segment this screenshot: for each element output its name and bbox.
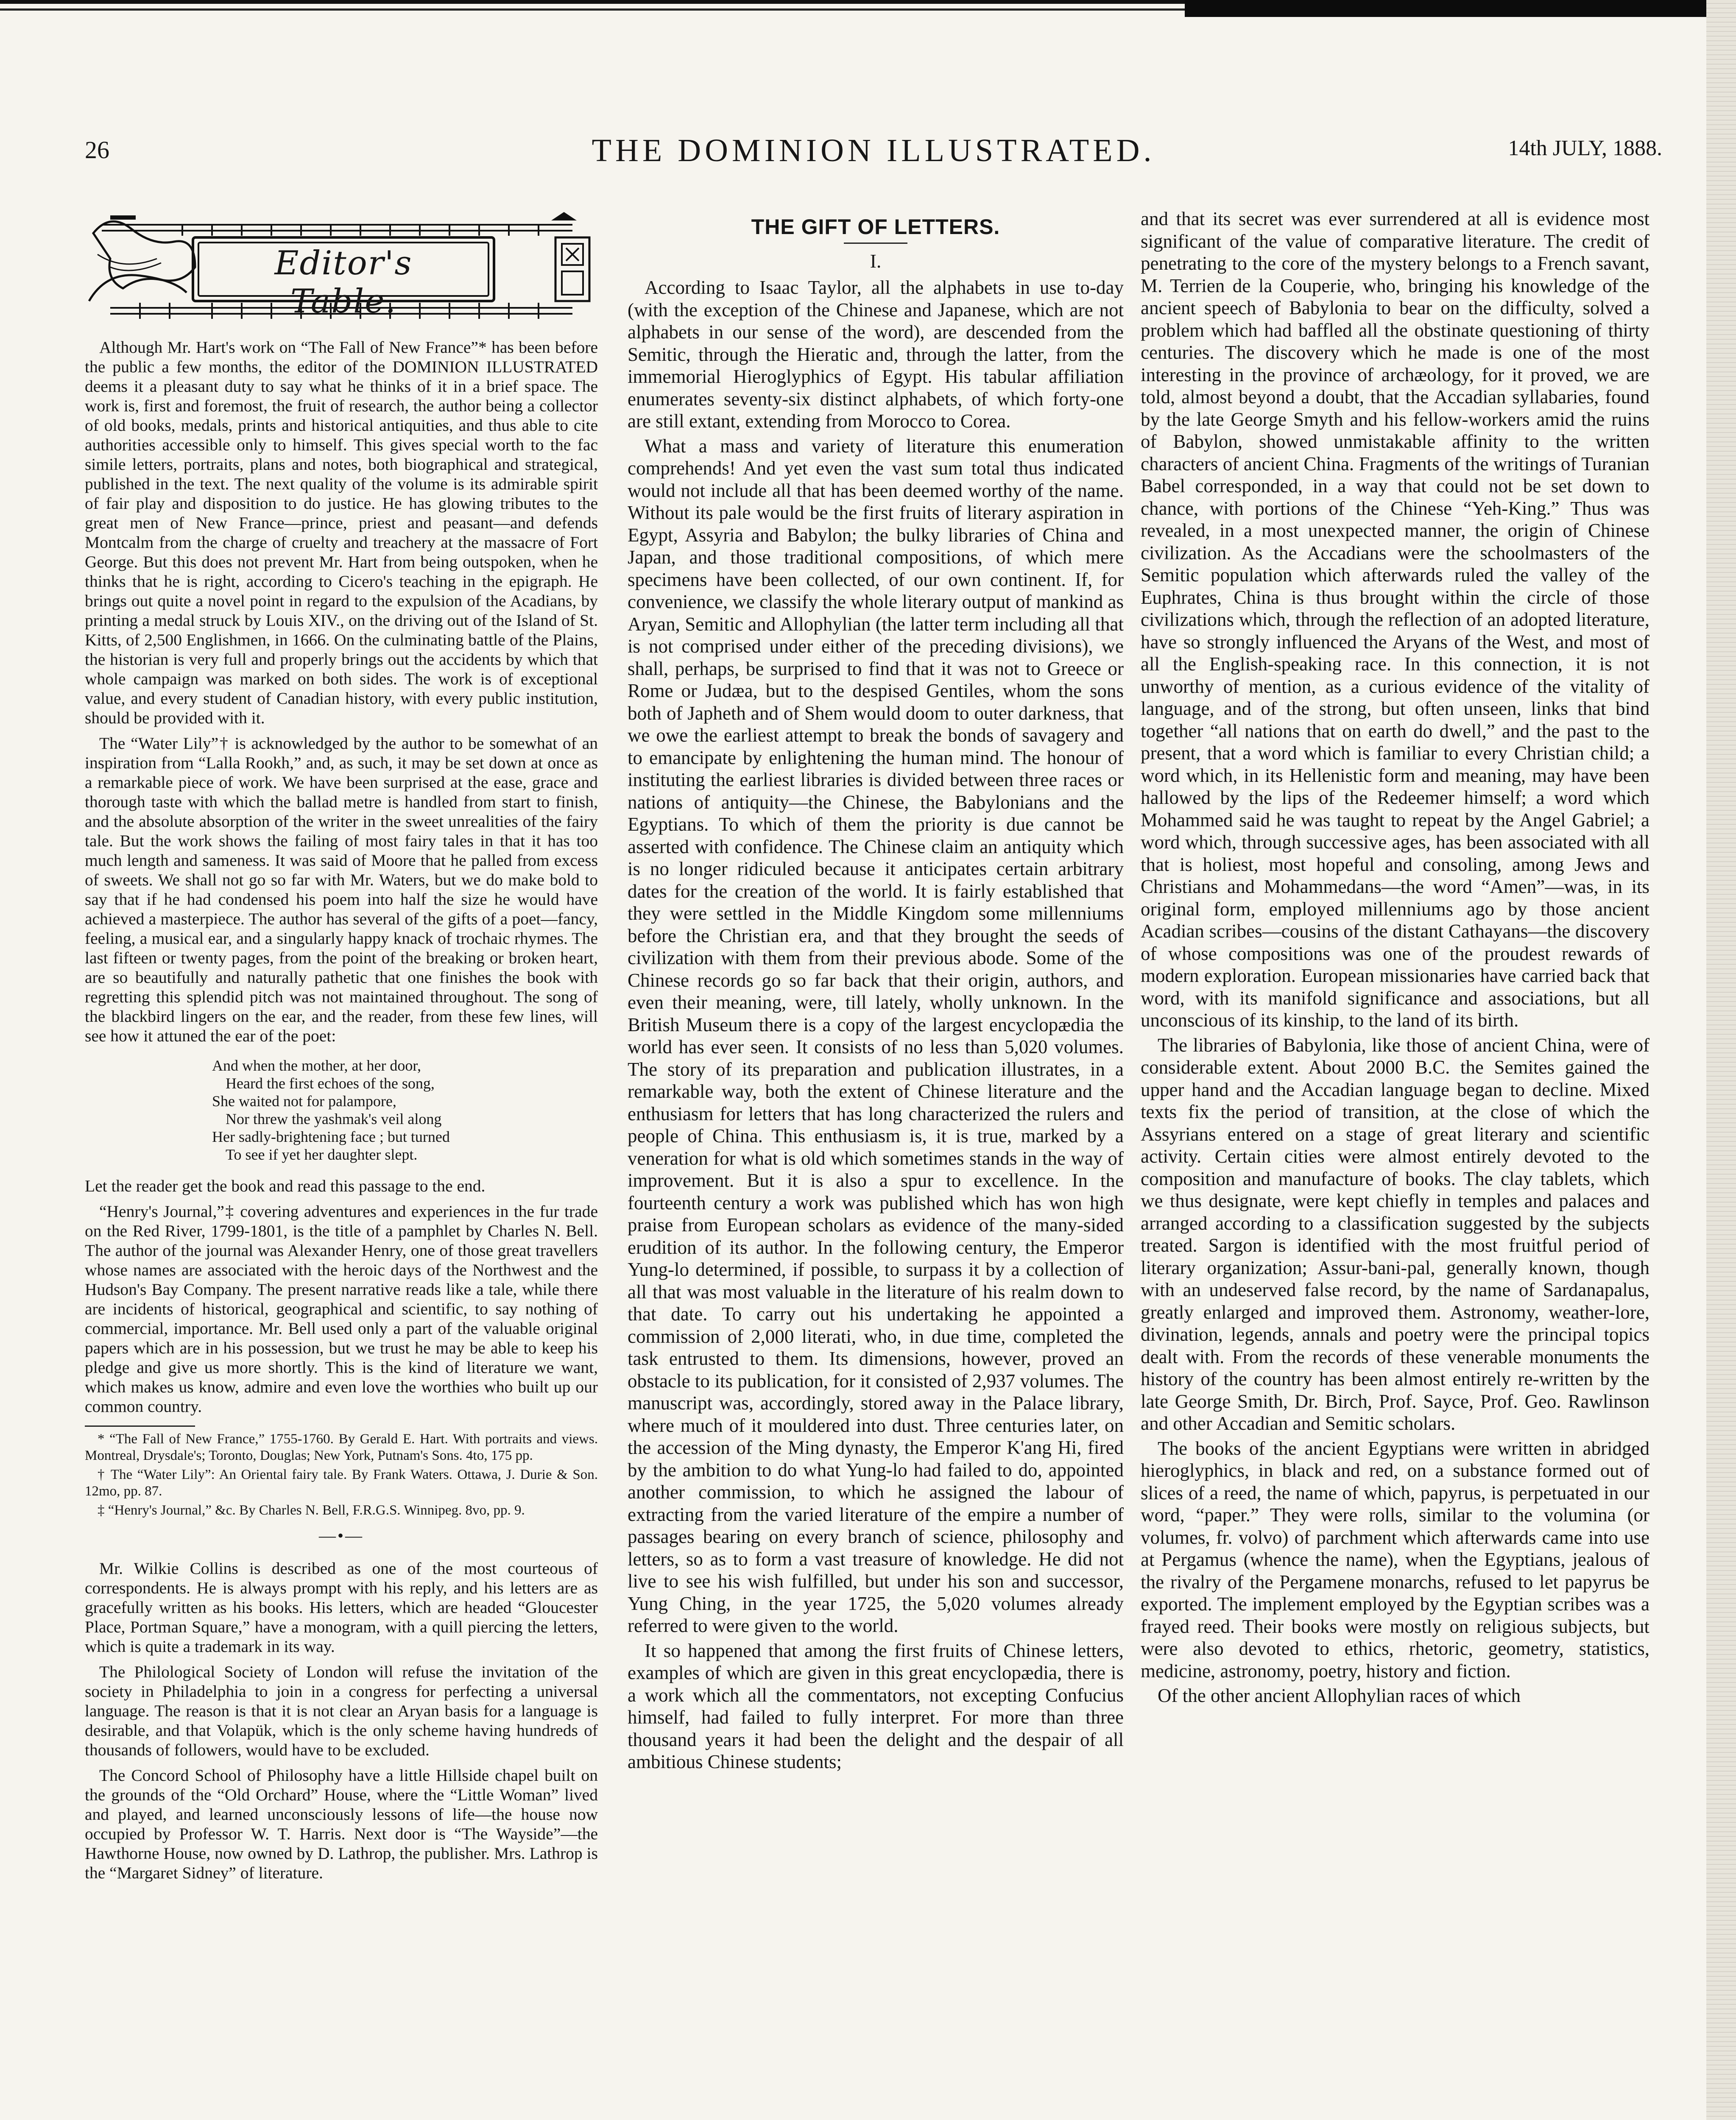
note-paragraph: The Philological Society of London will refuse the invitation of the society in Philadelphia to join in a congress for perfecting a universal language. The reason is that it is not clear an Aryan basis for a language is desirable, and that Volapük, which is the only scheme having hundreds of thousands of followers, would have to be excluded. — [85, 1663, 598, 1759]
article-paragraph: The libraries of Babylonia, like those of ancient China, were of considerable extent. About 2000 B.C. the Semites gained the upper hand and the Accadian language began to decline. Mixed texts fix the period of transition, at the close of which the Assyrians entered on a stage of great literary and scientific activity. Certain cities were almost entirely devoted to the composition and manufacture of books. The clay tablets, which we thus designate, were kept chiefly in temples and palaces and arranged according to a classification suggested by the subjects treated. Sargon is identified with the most fruitful period of literary organization; Assur-bani-pal, generally known, though with an undeserved false record, by the name of Sardanapalus, greatly enlarged and improved them. Astronomy, weather-lore, divination, legends, annals and poetry were the principal topics dealt with. From the records of these venerable monuments the history of the country has been almost entirely re-written by the late George Smith, Dr. Birch, Prof. Sayce, Prof. Geo. Rawlinson and other Accadian and Semitic scholars. — [1141, 1034, 1649, 1434]
footnote: * “The Fall of New France,” 1755-1760. By Gerald E. Hart. With portraits and views. Montreal, Drysdale's; Toronto, Douglas; New York, Putnam's Sons. 4to, 175 pp. — [85, 1431, 598, 1463]
poem-line: She waited not for palampore, — [212, 1093, 396, 1110]
article-title: THE GIFT OF LETTERS. — [751, 215, 1000, 239]
article-paragraph: Of the other ancient Allophylian races of which — [1158, 1685, 1521, 1706]
article-paragraph: According to Isaac Taylor, all the alphabets in use to-day (with the exception of the Chinese and Japanese, which are not alphabets in our sense of the word), are descended from the Semitic, through the Hieratic and, through the latter, from the immemorial Hieroglyphics of Egypt. His tabular affiliation enumerates seventy-six distinct alphabets, of which forty-one are still extant, extending from Morocco to Corea. — [628, 277, 1124, 432]
section-number: I. — [870, 250, 882, 272]
article-paragraph: The books of the ancient Egyptians were written in abridged hieroglyphics, in black and red, on a substance formed out of slices of a reed, the name of which, papyrus, is perpetuated in our word, “paper.” They were rolls, similar to the volumina (or volumes, fr. volvo) of parchment which afterwards came into use at Pergamus (whence the name), when the Egyptians, jealous of the rivalry of the Pergamene monarchs, refused to let papyrus be exported. The implement employed by the Egyptian scribes was a frayed reed. Their books were mostly on religious subjects, but were also devoted to ethics, rhetoric, geometry, statistics, medicine, astronomy, poetry, history and fiction. — [1141, 1437, 1649, 1682]
article-paragraph: It so happened that among the first fruits of Chinese letters, examples of which are given in this great encyclopædia, there is a work which all the commentators, not excepting Confucius himself, had failed to fully interpret. For more than three thousand years it had been the delight and the despair of all ambitious Chinese students; — [628, 1640, 1124, 1772]
page-edge-right — [1706, 0, 1736, 2120]
review-paragraph: “Henry's Journal,”‡ covering adventures and experiences in the fur trade on the Red River, 1799-1801, is the title of a pamphlet by Charles N. Bell. The author of the journal was Alexander Henry, one of those great travellers whose names are associated with the heroic days of the Northwest and the Hudson's Bay Company. The present narrative reads like a tale, while there are incidents of historical, geographical and scientific, to say nothing of commercial, importance. Mr. Bell used only a part of the valuable original papers which are in his possession, but we trust he may be able to keep his pledge and give us more shortly. This is the kind of literature we want, which makes us know, admire and even love the worthies who built up our common country. — [85, 1202, 598, 1416]
poem-line: Her sadly-brightening face ; but turned — [212, 1128, 450, 1145]
editors-table-title: Editor's Table. — [274, 244, 413, 321]
review-paragraph: Let the reader get the book and read this passage to the end. — [85, 1177, 486, 1195]
review-paragraph: The “Water Lily”† is acknowledged by the author to be somewhat of an inspiration from “Lalla Rookh,” and, as such, it may be set down at once as a remarkable piece of work. We have been surprised at the ease, grace and thorough taste with which the ballad metre is handled from start to finish, and the absolute absorption of the writer in the sweet unrealities of the fairy tale. But the work shows the failing of most fairy tales in that it has too much length and sameness. It was said of Moore that he palled from excess of sweets. We shall not go so far with Mr. Waters, but we do make bold to say that if he had condensed his poem into half the size he would have achieved a masterpiece. The author has several of the gifts of a poet—fancy, feeling, a musical ear, and a singularly happy knack of trochaic rhymes. The last fifteen or twenty pages, from the point of the breaking or broken heart, are so beautifully and naturally pathetic that one finishes the book with regretting this splendid pitch was not maintained throughout. The song of the blackbird lingers on the ear, and the reader, from these few lines, will see how it attuned the ear of the poet: — [85, 734, 598, 1045]
note-paragraph: The Concord School of Philosophy have a little Hillside chapel built on the grounds of the “Old Orchard” House, where the “Little Woman” lived and played, and learned unconsciously lessons of life—the house now occupied by Professor W. T. Harris. Next door is “The Wayside”—the Hawthorne House, now owned by D. Lathrop, the publisher. Mrs. Lathrop is the “Margaret Sidney” of literature. — [85, 1766, 598, 1882]
footnote: † The “Water Lily”: An Oriental fairy tale. By Frank Waters. Ottawa, J. Durie & Son. 12mo, pp. 87. — [85, 1467, 598, 1499]
page-header — [85, 126, 1662, 186]
scan-edge-top-right — [1185, 0, 1736, 17]
publication-title: THE DOMINION ILLUSTRATED. — [592, 133, 1155, 168]
poem-line: Nor threw the yashmak's veil along — [226, 1110, 442, 1127]
editors-table-banner — [85, 208, 598, 326]
title-rule — [844, 243, 907, 244]
column-2 — [628, 208, 1124, 1776]
section-ornament: —•— — [318, 1526, 364, 1545]
article-paragraph: and that its secret was ever surrendered at all is evidence most significant of the value of comparative literature. The credit of penetrating to the core of the mystery belongs to a French savant, M. Terrien de la Couperie, who, bringing his knowledge of the ancient speech of Babylonia to bear on the difficulty, solved a problem which had baffled all the obstinate questioning of thirty centuries. The discovery which he made is one of the most interesting in the province of archæology, for it proved, we are told, almost beyond a doubt, that the Accadian syllabaries, found by the late George Smyth and his fellow-workers amid the ruins of Babylon, showed unmistakable affinity to the written characters of ancient China. Fragments of the writings of Turanian Babel corresponded, in a way that could not be set down to chance, with portions of the Chinese “Yeh-King.” Thus was revealed, in a most unexpected manner, the origin of Chinese civilization. As the Accadians were the schoolmasters of the Semitic population which afterwards ruled the valley of the Euphrates, China is thus brought within the circle of those civilizations which, through the reflection of an adopted literature, have so strongly influenced the Aryans of the West, and most of all the English-speaking race. In this connection, it is not unworthy of mention, as a curious evidence of the vitality of language, and of the strong, but often unseen, links that bind together “all nations that on earth do dwell,” and the past to the present, that a word which is familiar to every Christian child; a word which, in its Hellenistic form and meaning, may have been hallowed by the lips of the Redeemer himself; a word which Mohammed said he was taught to repeat by the Angel Gabriel; a word which, through successive ages, has been associated with all that is holiest, most hopeful and consoling, among Jews and Christians and Mohammedans—the word “Amen”—was, in its original form, employed millenniums ago by those ancient Acadian scribes—cousins of the distant Cathayans—the discovery of whose compositions was one of the proudest rewards of modern exploration. European missionaries have carried back that word, with its manifold significance and associations, but all unconscious of its kinship, to the land of its birth. — [1141, 208, 1649, 1031]
note-paragraph: Mr. Wilkie Collins is described as one of the most courteous of correspondents. He is always prompt with his reply, and his letters are as gracefully written as his books. His letters, which are headed “Gloucester Place, Portman Square,” have a monogram, with a quill piercing the letters, which is quite a trademark in its way. — [85, 1559, 598, 1656]
issue-date: 14th JULY, 1888. — [1508, 136, 1662, 160]
review-paragraph: Although Mr. Hart's work on “The Fall of New France”* has been before the public a few months, the editor of the DOMINION ILLUSTRATED deems it a pleasant duty to say what he thinks of it in a brief space. The work is, first and foremost, the fruit of research, the author being a collector of old books, medals, prints and historical antiquities, and thus able to cite authorities accessible only to himself. This gives special worth to the fac simile letters, portraits, plans and notes, both biographical and strategical, published in the text. The next quality of the volume is its admirable spirit of fair play and disposition to do justice. He has glowing tributes to the great men of New France—prince, priest and peasant—and defends Montcalm from the charge of cruelty and treachery at the massacre of Fort George. But this does not prevent Mr. Hart from being outspoken, when he thinks that he is right, according to Cicero's teaching in the epigraph. He brings out quite a novel point in regard to the expulsion of the Acadians, by printing a medal struck by Louis XIV., on the driving out of the Island of St. Kitts, of 2,500 Englishmen, in 1666. On the culminating battle of the Plains, the historian is very full and properly brings out the accidents by which that whole campaign was marked on both sides. The work is of exceptional value, and every student of Canadian history, with every public institution, should be provided with it. — [85, 338, 598, 727]
footnote: ‡ “Henry's Journal,” &c. By Charles N. Bell, F.R.G.S. Winnipeg. 8vo, pp. 9. — [98, 1503, 525, 1518]
page-number: 26 — [85, 136, 109, 164]
column-1 — [85, 208, 598, 1888]
article-paragraph: What a mass and variety of literature this enumeration comprehends! And yet even the vast sum total thus indicated would not include all that has been deemed worthy of the name. Without its pale would be the first fruits of literary aspiration in Egypt, Assyria and Babylon; the bulky libraries of China and Japan, and those traditional compositions, of which mere specimens have been collected, of our own continent. If, for convenience, we classify the whole literary output of mankind as Aryan, Semitic and Allophylian (the latter term including all that is not comprised under either of the preceding divisions), we shall, perhaps, be surprised to find that it was not to Greece or Rome or Judæa, but to the despised Gentiles, whom the sons both of Japheth and of Shem would doom to outer darkness, that we owe the earliest attempt to break the bonds of savagery and to emancipate by enlightening the human mind. The honour of instituting the earliest libraries is divided between three races or nations of antiquity—the Chinese, the Babylonians and the Egyptians. To which of them the priority is due cannot be asserted with confidence. The Chinese claim an antiquity which is no longer ridiculed because it anticipates certain arbitrary dates for the creation of the world. It is fairly established that they were settled in the Middle Kingdom some millenniums before the Christian era, and that they brought the seeds of civilization with them from their previous abode. Some of the Chinese records go so far back that their origin, authors, and even their meaning, were, till lately, wholly unknown. In the British Museum there is a copy of the largest encyclopædia the world has ever seen. It consists of no less than 5,020 volumes. The story of its preparation and publication illustrates, in a remarkable way, both the extent of Chinese literature and the enthusiasm for letters that has long characterized the rulers and people of China. This enthusiasm is, it is true, marked by a veneration for what is old which sometimes stands in the way of improvement. But it is also a spur to excellence. In the fourteenth century a work was published which has won high praise from European scholars as evidence of the many-sided erudition of its author. In the following century, the Emperor Yung-lo determined, if possible, to surpass it by a collection of all that was most valuable in the literature of his realm down to that date. To carry out his undertaking he appointed a commission of 2,000 literati, who, in due time, completed the task entrusted to them. Its dimensions, however, proved an obstacle to its publication, for it consisted of 2,937 volumes. The manuscript was, accordingly, stored away in the Palace library, where much of it mouldered into dust. Three centuries later, on the accession of the Ming dynasty, the Emperor K'ang Hi, fired by the ambition to do what Yung-lo had failed to do, appointed another commission, to which he assigned the labour of extracting from the varied literature of the empire a number of passages bearing on every branch of science, philosophy and letters, so as to form a vast treasure of knowledge. He did not live to see his wish fulfilled, but under his son and successor, Yung Ching, in the year 1725, the 5,020 volumes already referred to were given to the world. — [628, 435, 1124, 1636]
column-3 — [1141, 208, 1649, 1710]
poem-line: Heard the first echoes of the song, — [226, 1075, 435, 1092]
poem-line: To see if yet her daughter slept. — [226, 1146, 418, 1163]
poem-excerpt — [212, 1057, 598, 1163]
footnote-rule — [85, 1425, 195, 1427]
poem-line: And when the mother, at her door, — [212, 1057, 421, 1074]
